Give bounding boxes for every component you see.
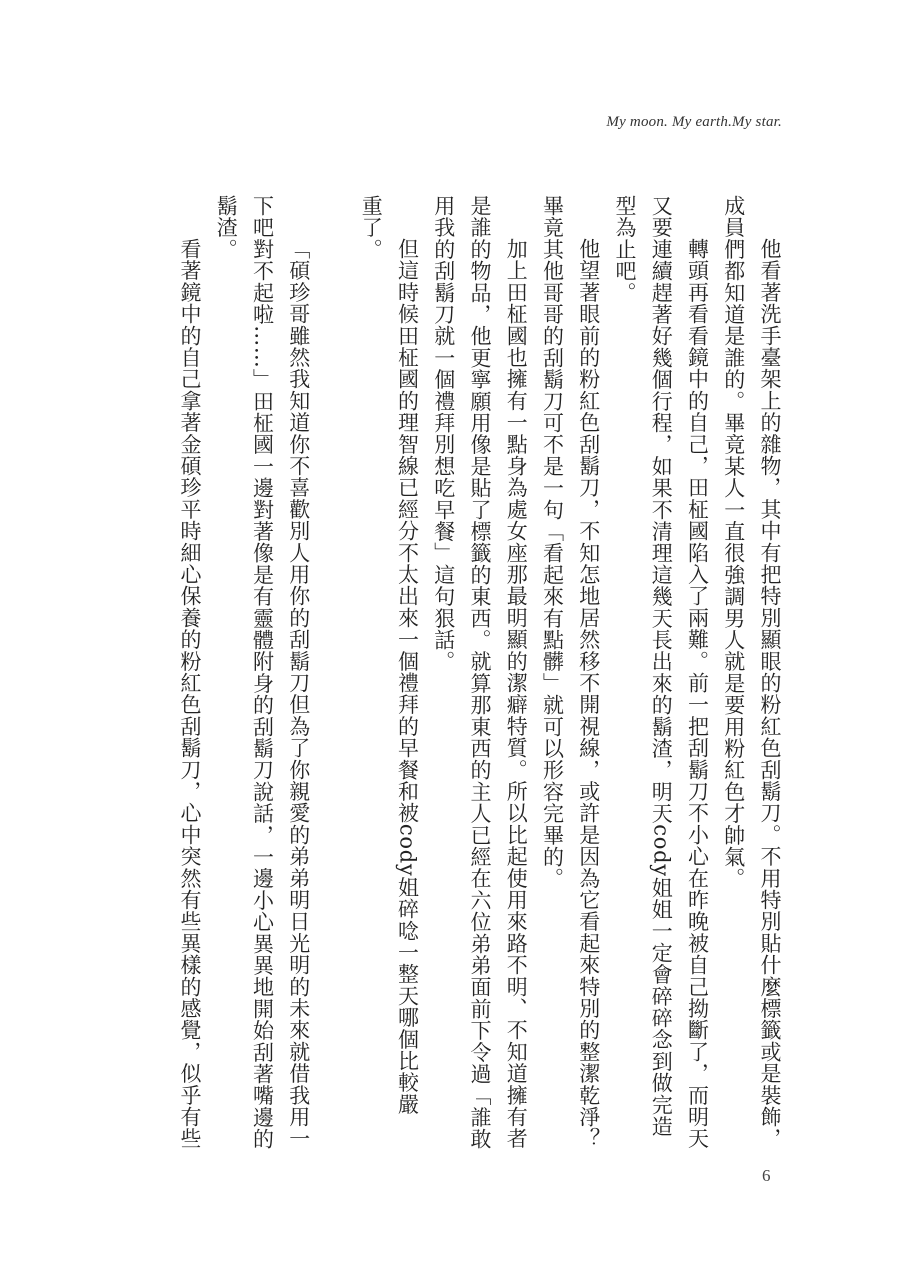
text-column: 他看著洗手臺架上的雜物，其中有把特別顯眼的粉紅色刮鬍刀。不用特別貼什麼標籤或是裝飾， (758, 238, 782, 1150)
text-column: 但這時候田柾國的理智線已經分不太出來一個禮拜的早餐和被cody姐碎唸一整天哪個比較嚴 (395, 238, 420, 1116)
text-column: 型為止吧。 (613, 195, 637, 304)
text-column: 是誰的物品，他更寧願用像是貼了標籤的東西。就算那東西的主人已經在六位弟弟面前下令過「誰敢 (468, 195, 492, 1150)
text-column: 鬍渣。 (214, 195, 239, 261)
text-column: 轉頭再看看鏡中的自己，田柾國陷入了兩難。前一把刮鬍刀不小心在昨晚被自己拗斷了，而明天 (685, 238, 710, 1150)
text-column: 畢竟其他哥哥的刮鬍刀可不是一句「看起來有點髒」就可以形容完畢的。 (540, 195, 565, 890)
scene-break (317, 195, 353, 205)
text-column: 下吧對不起啦……」田柾國一邊對著像是有靈體附身的刮鬍刀說話，一邊小心異異地開始刮著嘴邊的 (250, 195, 275, 1150)
text-column: 用我的刮鬍刀就一個禮拜別想吃早餐」這句狠話。 (431, 195, 456, 673)
running-header: My moon. My earth.My star. (606, 114, 782, 130)
text-column: 重了。 (359, 195, 384, 261)
text-column: 成員們都知道是誰的。畢竟某人一直很強調男人就是要用粉紅色才帥氣。 (721, 195, 746, 890)
text-column: 看著鏡中的自己拿著金碩珍平時細心保養的粉紅色刮鬍刀，心中突然有些異樣的感覺，似乎有些 (178, 238, 202, 1150)
text-column: 「碩珍哥雖然我知道你不喜歡別人用你的刮鬍刀但為了你親愛的弟弟明日光明的未來就借我用一 (286, 238, 311, 1150)
text-column: 他望著眼前的粉紅色刮鬍刀，不知怎地居然移不開視線，或許是因為它看起來特別的整潔乾淨？ (576, 238, 601, 1150)
text-column: 又要連續趕著好幾個行程，如果不清理這幾天長出來的鬍渣，明天cody姐姐一定會碎碎念到做完造 (649, 195, 674, 1138)
vertical-text-body (172, 195, 788, 1175)
text-column: 加上田柾國也擁有一點身為處女座那最明顯的潔癖特質。所以比起使用來路不明、不知道擁有者 (504, 238, 529, 1150)
page-number: 6 (762, 1166, 771, 1185)
